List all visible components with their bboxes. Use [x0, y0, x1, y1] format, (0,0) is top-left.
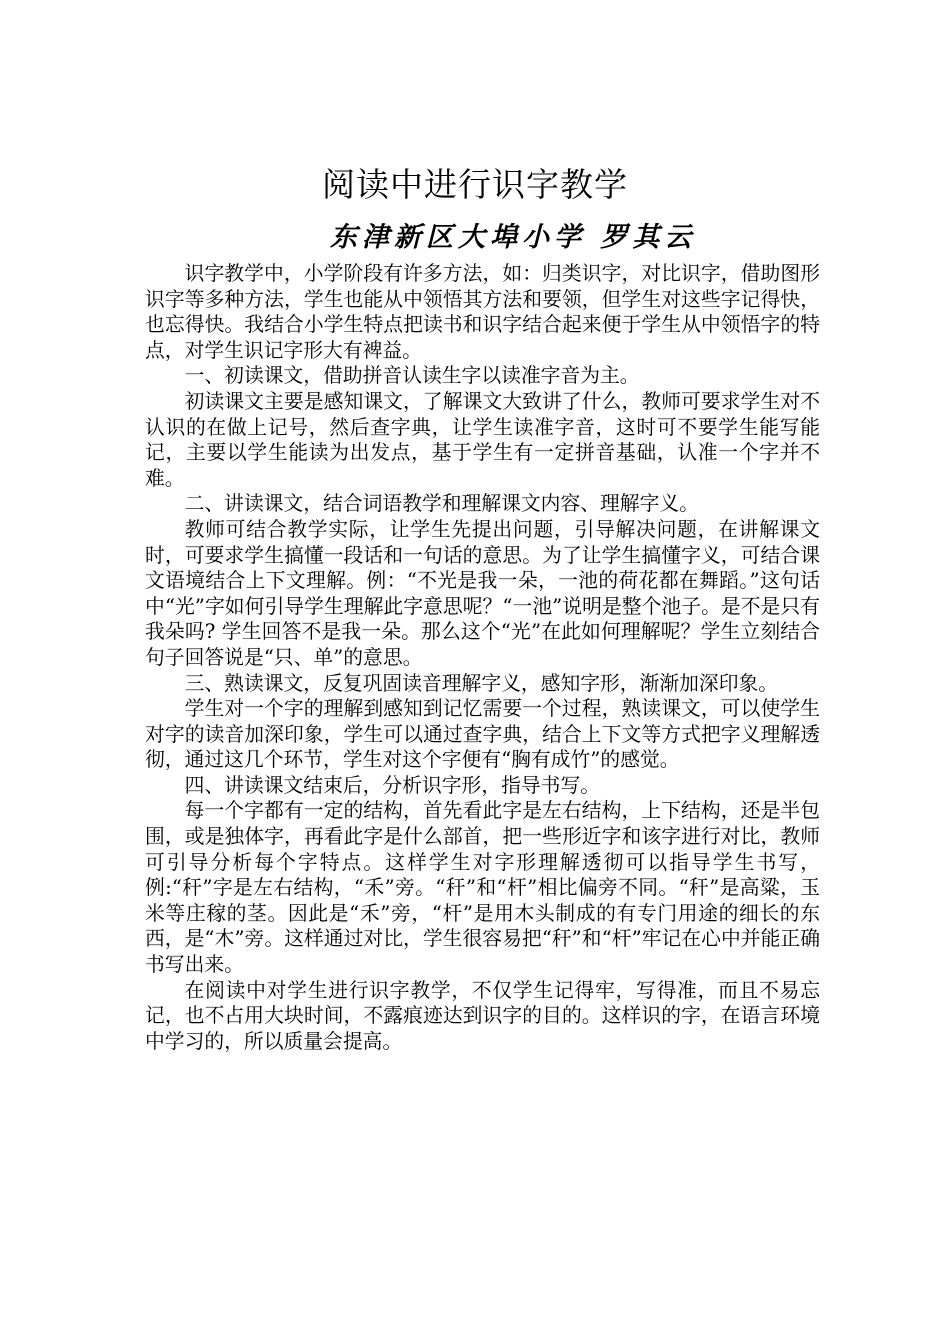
- section-heading-3: 三、熟读课文，反复巩固读音理解字义，感知字形，渐渐加深印象。: [184, 671, 779, 695]
- section-heading-2: 二、讲读课文，结合词语教学和理解课文内容、理解字义。: [184, 492, 699, 516]
- document-title: 阅读中进行识字教学: [322, 165, 628, 204]
- section-heading-1: 一、初读课文，借助拼音认读生字以读准字音为主。: [184, 364, 640, 388]
- paragraph-section-2: 教师可结合教学实际，让学生先提出问题，引导解决问题，在讲解课文时，可要求学生搞懂一段话和一句话的意思。为了让学生搞懂字义，可结合课文语境结合上下文理解。例：“不光是我一朵，一池的荷花都在舞蹈。”这句话中“光”字如何引导学生理解此字意思呢？“一池”说明是整个池子。是不是只有我朵吗? 学生回答不是我一朵。那么这个“光”在此如何理解呢？学生立刻结合句子回答说是“只、单”的意思。: [145, 517, 820, 669]
- paragraph-conclusion: 在阅读中对学生进行识字教学，不仅学生记得牢，写得准，而且不易忘记，也不占用大块时间，不露痕迹达到识字的目的。这样识的字，在语言环境中学习的，所以质量会提高。: [145, 978, 820, 1053]
- paragraph-section-4: 每一个字都有一定的结构，首先看此字是左右结构，上下结构，还是半包围，或是独体字，再看此字是什么部首，把一些形近字和该字进行对比，教师可引导分析每个字特点。这样学生对字形理解透彻可以指导学生书写，例:“秆”字是左右结构，“禾”旁。“秆”和“杆”相比偏旁不同。“秆”是高粱，玉米等庄稼的茎。因此是“禾”旁，“杆”是用木头制成的有专门用途的细长的东西，是“木”旁。这样通过对比，学生很容易把“秆”和“杆”牢记在心中并能正确书写出来。: [145, 799, 820, 977]
- paragraph-section-3: 学生对一个字的理解到感知到记忆需要一个过程，熟读课文，可以使学生对字的读音加深印象，学生可以通过查字典，结合上下文等方式把字义理解透彻，通过这几个环节，学生对这个字便有“胸有成竹”的感觉。: [145, 697, 820, 772]
- document-body: [145, 261, 820, 1054]
- document-author: 东津新区大埠小学 罗其云: [330, 222, 697, 253]
- section-heading-4: 四、讲读课文结束后，分析识字形，指导书写。: [184, 773, 601, 797]
- paragraph-section-1: 初读课文主要是感知课文，了解课文大致讲了什么，教师可要求学生对不认识的在做上记号，然后查字典，让学生读准字音，这时可不要学生能写能记，主要以学生能读为出发点，基于学生有一定拼音基础，认准一个字并不难。: [145, 389, 820, 490]
- paragraph-intro: 识字教学中，小学阶段有许多方法，如：归类识字，对比识字，借助图形识字等多种方法，学生也能从中领悟其方法和要领，但学生对这些字记得快，也忘得快。我结合小学生特点把读书和识字结合起来便于学生从中领悟字的特点，对学生识记字形大有裨益。: [145, 262, 820, 362]
